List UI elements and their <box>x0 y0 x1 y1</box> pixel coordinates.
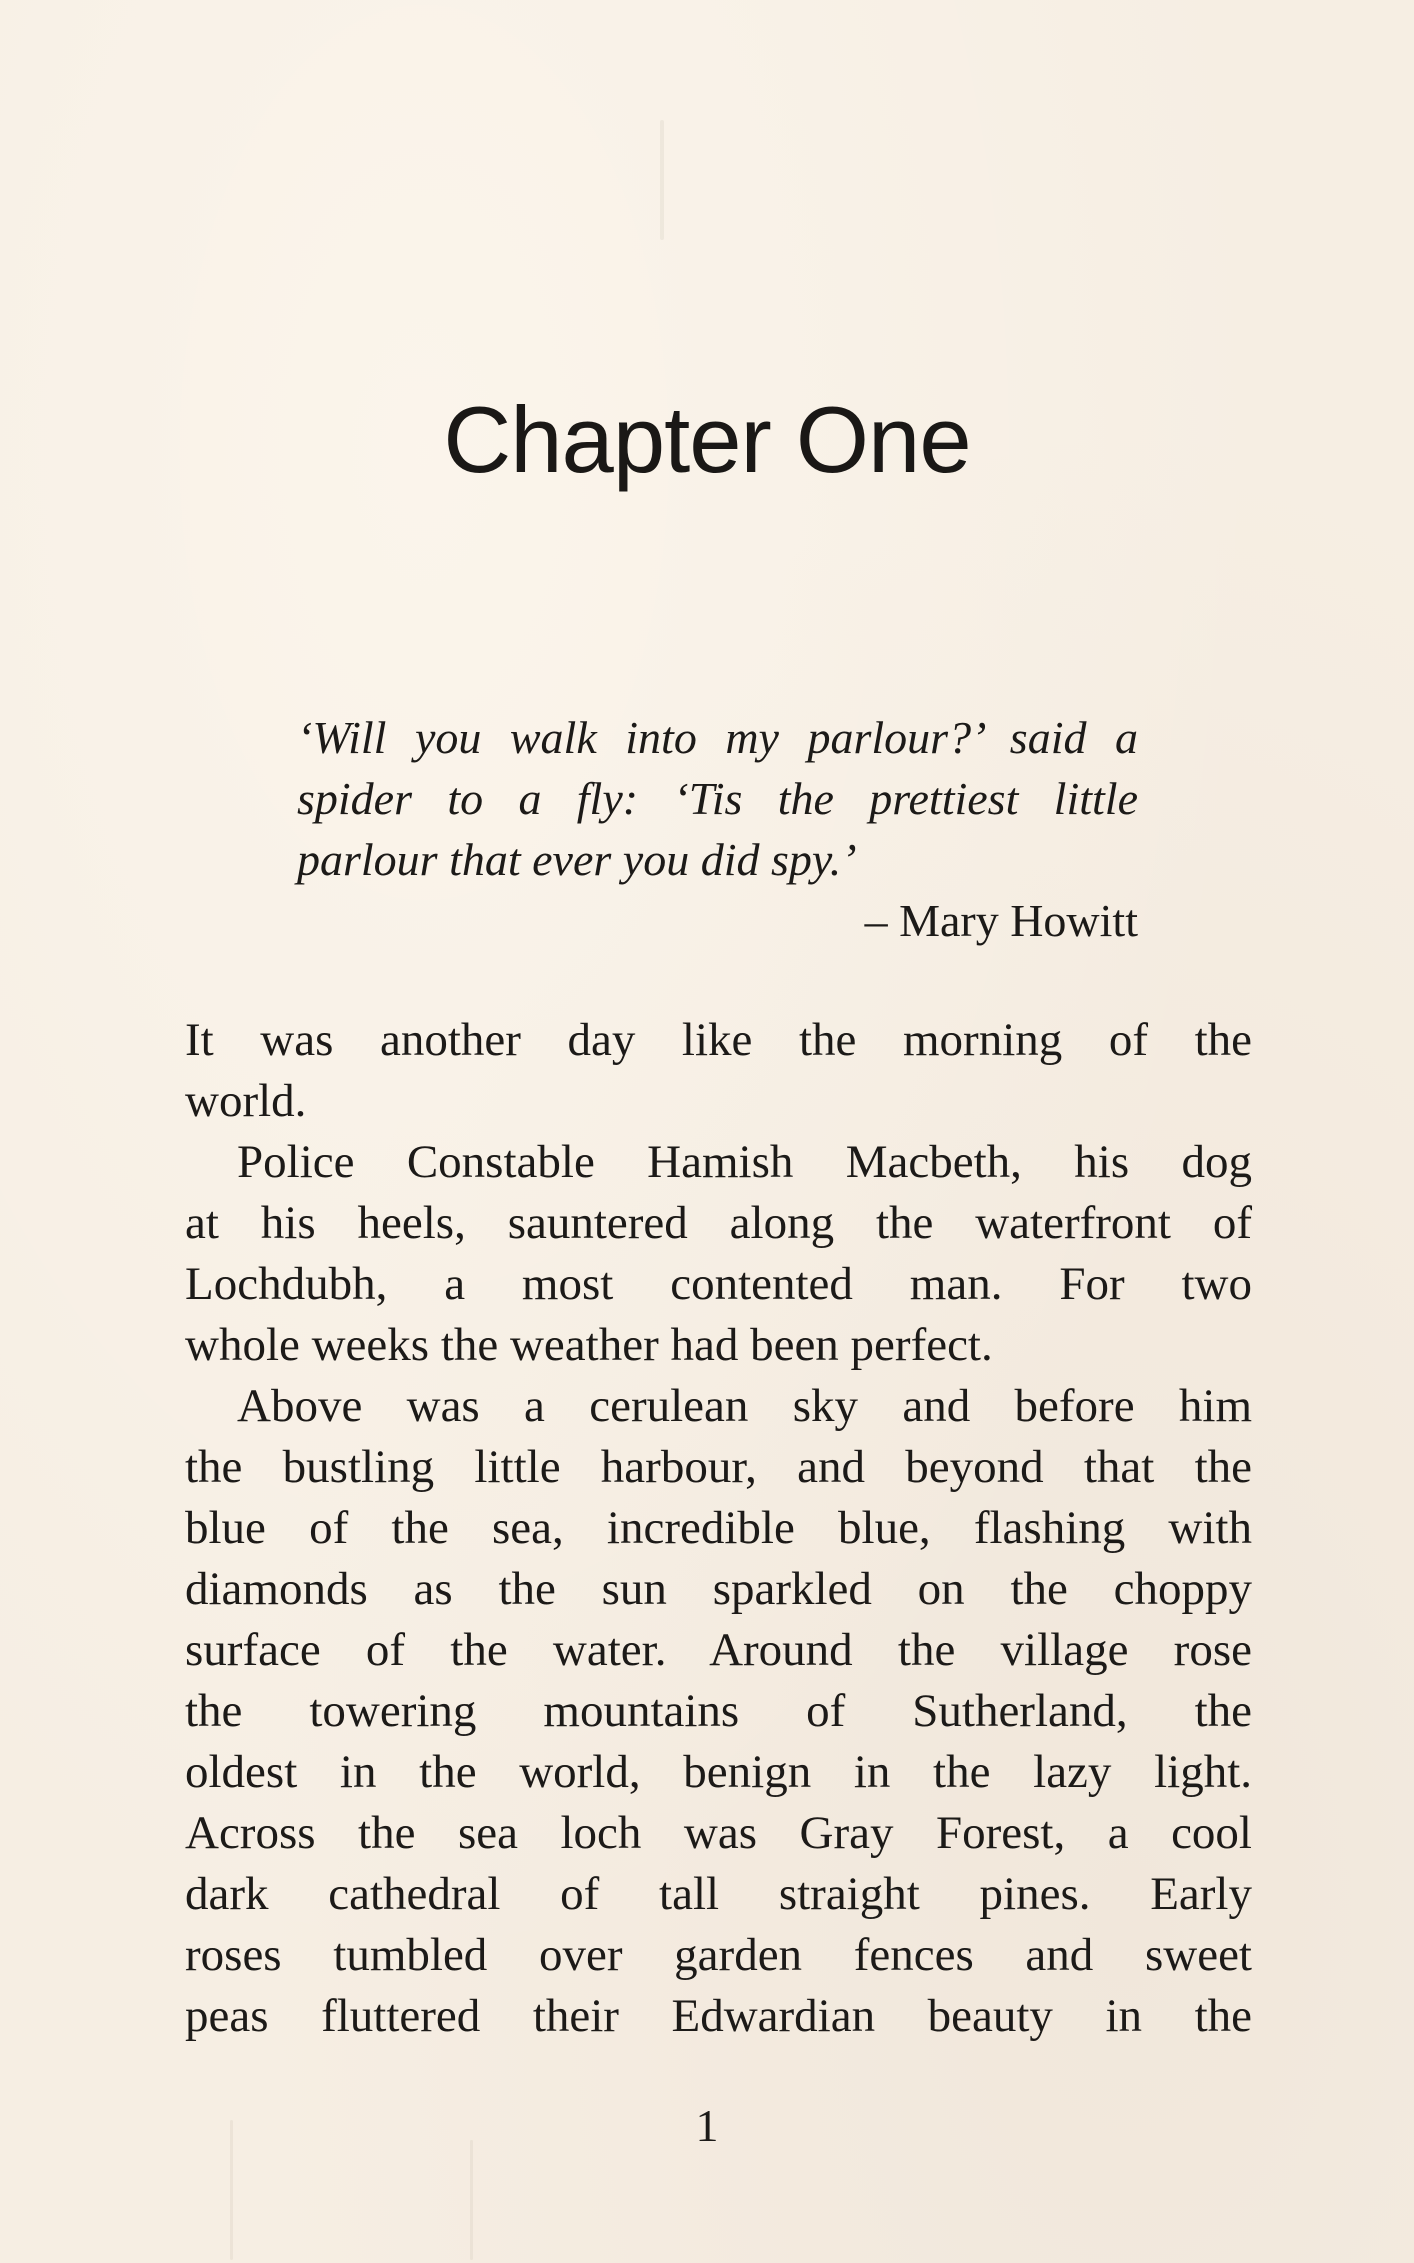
text-line: the towering mountains of Sutherland, the <box>185 1685 1252 1737</box>
text-line: roses tumbled over garden fences and sweet <box>185 1929 1252 1981</box>
epigraph-attribution: – Mary Howitt <box>864 895 1138 946</box>
text-line: diamonds as the sun sparkled on the choppy <box>185 1563 1252 1615</box>
paragraph <box>185 1010 1252 1132</box>
epigraph-line: spider to a fly: ‘Tis the prettiest little <box>297 773 1138 824</box>
text-line: oldest in the world, benign in the lazy light. <box>185 1746 1252 1798</box>
chapter-title: Chapter One <box>443 387 971 492</box>
text-line: whole weeks the weather had been perfect. <box>185 1319 993 1371</box>
text-line: Across the sea loch was Gray Forest, a cool <box>185 1807 1252 1859</box>
text-line: surface of the water. Around the village rose <box>185 1624 1252 1676</box>
text-line: Police Constable Hamish Macbeth, his dog <box>237 1136 1252 1188</box>
text-line: blue of the sea, incredible blue, flashing with <box>185 1502 1252 1554</box>
text-line: world. <box>185 1075 307 1127</box>
text-line: It was another day like the morning of the <box>185 1014 1252 1066</box>
show-through-mark <box>660 120 664 240</box>
show-through-mark <box>470 2140 473 2260</box>
text-line: dark cathedral of tall straight pines. Early <box>185 1868 1252 1920</box>
text-line: peas fluttered their Edwardian beauty in the <box>185 1990 1252 2042</box>
text-line: the bustling little harbour, and beyond that the <box>185 1441 1252 1493</box>
epigraph-quote <box>297 707 1138 890</box>
paragraph <box>185 1132 1252 1376</box>
text-line: at his heels, sauntered along the waterfront of <box>185 1197 1252 1249</box>
epigraph <box>297 707 1138 951</box>
text-line: Above was a cerulean sky and before him <box>237 1380 1252 1432</box>
body-text <box>185 1010 1252 2047</box>
text-line: Lochdubh, a most contented man. For two <box>185 1258 1252 1310</box>
page-number: 1 <box>695 2100 719 2151</box>
paragraph <box>185 1376 1252 2047</box>
epigraph-line: ‘Will you walk into my parlour?’ said a <box>297 712 1138 763</box>
epigraph-line: parlour that ever you did spy.’ <box>297 834 857 885</box>
